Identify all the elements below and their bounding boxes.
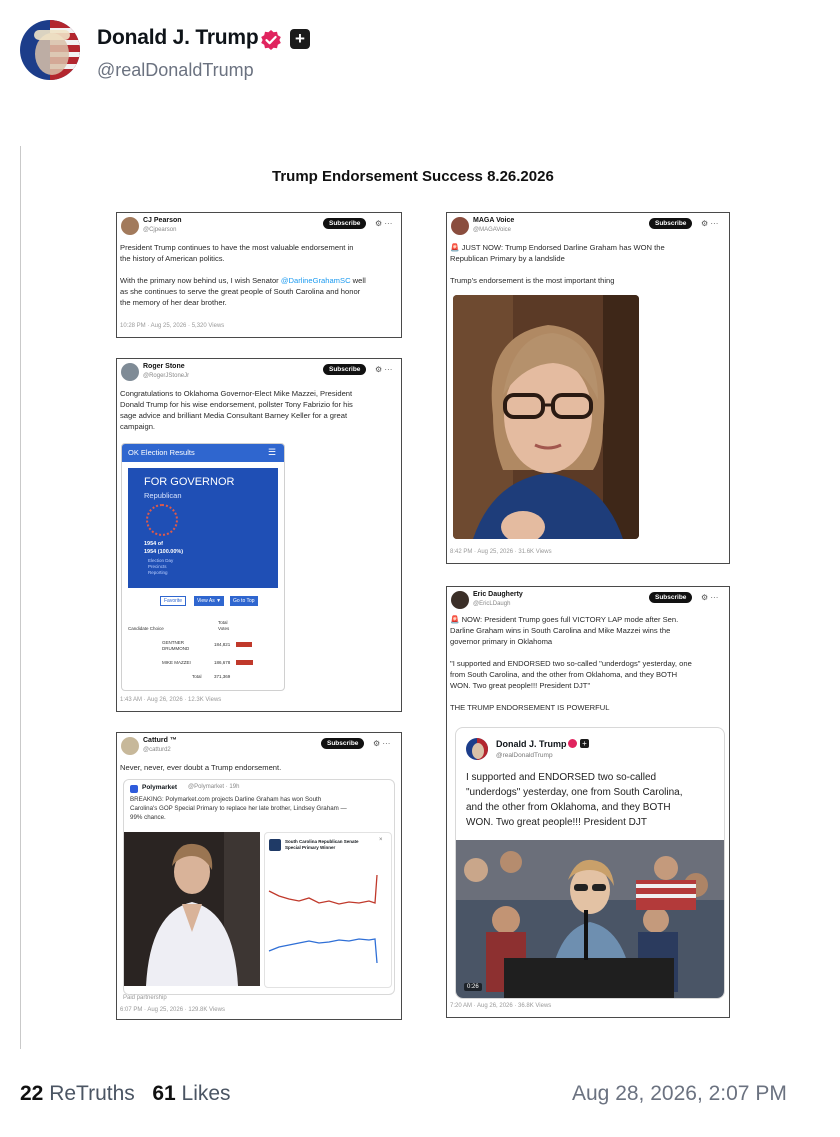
tweet-text-line: Trump's endorsement is the most important thing — [450, 276, 615, 285]
more-icon[interactable]: ⚙ ··· — [373, 739, 391, 748]
tweet-avatar — [451, 217, 469, 235]
tweet-text-line: Republican Primary by a landslide — [450, 254, 565, 263]
close-icon[interactable]: × — [379, 837, 383, 843]
image-title: Trump Endorsement Success 8.26.2026 — [272, 168, 554, 185]
candidate-name: DRUMMOND — [162, 646, 190, 651]
retruths-label[interactable]: ReTruths — [49, 1082, 135, 1105]
engagement-stats — [20, 1082, 231, 1106]
tweet-text-line: WON. Two great people!!! President DJT" — [450, 681, 591, 690]
retruths-count[interactable]: 22 — [20, 1082, 44, 1105]
tweet-meta: 7:20 AM · Aug 26, 2026 · 36.8K Views — [450, 1003, 552, 1009]
col-header: Candidate Choice — [128, 626, 164, 631]
market-title: Special Primary Winner — [285, 845, 336, 850]
widget-count: 1954 (100.00%) — [144, 549, 184, 555]
subscribe-button[interactable]: Subscribe — [323, 218, 366, 229]
tweet-text-line: THE TRUMP ENDORSEMENT IS POWERFUL — [450, 703, 610, 712]
tweet-text-line: President Trump continues to have the most valuable endorsement in — [120, 243, 354, 252]
tweet-handle: @EricLDaugh — [473, 601, 511, 607]
tweet-text-line: from South Carolina, and the other from Oklahoma, and they BOTH — [450, 670, 678, 679]
favorite-button[interactable]: Favorite — [160, 596, 186, 606]
election-results-widget[interactable] — [121, 443, 285, 691]
tweet-text-line: sage advice and brilliant Media Consultant Barney Keller for a great — [120, 411, 348, 420]
tweet-text-line: "I supported and ENDORSED two so-called "underdogs" yesterday, one — [450, 659, 692, 668]
col-header: Votes — [218, 626, 230, 631]
subscribe-button[interactable]: Subscribe — [323, 364, 366, 375]
tweet-text-line: as she continues to serve the great people of South Carolina and honor — [120, 287, 361, 296]
subscribe-button[interactable]: Subscribe — [649, 218, 692, 229]
candidate-votes: 184,821 — [214, 642, 231, 647]
verified-badge-icon — [568, 739, 577, 748]
tweet-card-eric-daugherty[interactable] — [446, 586, 730, 1018]
quoted-text-line: WON. Two great people!!! President DJT — [466, 817, 648, 828]
menu-icon[interactable]: ☰ — [268, 447, 277, 457]
paid-partnership-label: Paid partnership — [123, 995, 167, 1001]
tweet-handle: @Cjpearson — [143, 227, 177, 233]
widget-party: Republican — [144, 491, 182, 500]
likes-label[interactable]: Likes — [181, 1082, 231, 1105]
quoted-photo[interactable] — [124, 832, 260, 986]
total-label: Total — [192, 674, 202, 679]
quoted-tweet-polymarket[interactable] — [123, 779, 395, 995]
tweet-meta: 1:43 AM · Aug 26, 2026 · 12.3K Views — [120, 697, 222, 703]
post-timestamp[interactable]: Aug 28, 2026, 2:07 PM — [572, 1082, 787, 1105]
tweet-text-line: campaign. — [120, 422, 156, 431]
reporting-ring-icon — [146, 504, 178, 536]
more-icon[interactable]: ⚙ ··· — [701, 219, 719, 228]
quoted-text-line: I supported and ENDORSED two so-called — [466, 772, 657, 783]
tweet-author: Roger Stone — [143, 363, 185, 370]
author-handle[interactable]: @realDonaldTrump — [97, 60, 254, 80]
tweet-text-line: Never, never, ever doubt a Trump endorsement. — [120, 763, 282, 772]
vote-bar — [236, 642, 252, 647]
tweet-text-line: the memory of her dear brother. — [120, 298, 227, 307]
tweet-card-maga-voice[interactable] — [446, 212, 730, 564]
market-chart — [267, 863, 389, 983]
widget-count: 1954 of — [144, 541, 163, 547]
tweet-text-line: 🚨 JUST NOW: Trump Endorsed Darline Graham has WON the — [450, 243, 665, 252]
tweet-author: Catturd ™ — [143, 737, 177, 744]
quoted-handle: @realDonaldTrump — [496, 752, 553, 759]
tweet-author: CJ Pearson — [143, 217, 182, 224]
view-as-button[interactable]: View As ▼ — [194, 596, 224, 606]
candidate-name: GENTNER — [162, 640, 185, 645]
author-avatar[interactable] — [20, 20, 80, 80]
quoted-handle: @Polymarket · 19h — [188, 784, 240, 790]
tweet-text-line: governor primary in Oklahoma — [450, 637, 553, 646]
tweet-text-line: the history of American politics. — [120, 254, 225, 263]
quoted-text-line: BREAKING: Polymarket.com projects Darline Graham has won South — [130, 796, 322, 803]
total-votes: 371,369 — [214, 674, 231, 679]
widget-note: Reporting — [148, 570, 168, 575]
tweet-handle: @RogerJStoneJr — [143, 373, 190, 379]
market-card[interactable] — [264, 832, 392, 988]
tweet-avatar — [121, 363, 139, 381]
quoted-text-line: "underdogs" yesterday, one from South Carolina, — [466, 787, 683, 798]
tweet-text-line: Congratulations to Oklahoma Governor-Elect Mike Mazzei, President — [120, 389, 353, 398]
image-left-border — [20, 146, 21, 1049]
tweet-avatar — [121, 217, 139, 235]
video-duration: 0:26 — [464, 983, 482, 991]
widget-note: Election Day — [148, 558, 174, 563]
tweet-meta: 6:07 PM · Aug 25, 2026 · 129.8K Views — [120, 1007, 225, 1013]
more-icon[interactable]: ⚙ ··· — [701, 593, 719, 602]
widget-header-title: OK Election Results — [128, 448, 195, 457]
tweet-text-line: 🚨 NOW: President Trump goes full VICTORY LAP mode after Sen. — [450, 615, 679, 624]
tweet-author: Eric Daugherty — [473, 591, 523, 598]
tweet-text-line: Donald Trump for his wise endorsement, pollster Tony Fabrizio for his — [120, 400, 353, 409]
quoted-truth[interactable] — [455, 727, 725, 999]
tweet-handle: @MAGAVoice — [473, 227, 511, 233]
video-thumbnail[interactable] — [456, 840, 724, 998]
tweet-author: MAGA Voice — [473, 217, 515, 224]
subscribe-button[interactable]: Subscribe — [321, 738, 364, 749]
tweet-text-line: Darline Graham wins in South Carolina and Mike Mazzei wins the — [450, 626, 671, 635]
polymarket-logo-icon — [130, 785, 138, 793]
plus-badge-icon: + — [290, 29, 310, 49]
quoted-author: Donald J. Trump — [496, 739, 567, 749]
tweet-text-line: With the primary now behind us, I wish Senator @DarlineGrahamSC well — [120, 276, 366, 285]
tweet-card-cj-pearson[interactable] — [116, 212, 402, 338]
widget-title: FOR GOVERNOR — [144, 476, 235, 488]
tweet-card-roger-stone[interactable] — [116, 358, 402, 712]
tweet-photo[interactable] — [453, 295, 639, 539]
market-icon — [269, 839, 281, 851]
go-to-top-button[interactable]: Go to Top — [230, 596, 258, 606]
tweet-meta: 8:42 PM · Aug 25, 2026 · 31.6K Views — [450, 549, 552, 555]
col-header: Total — [218, 620, 228, 625]
author-name[interactable]: Donald J. Trump — [97, 26, 259, 49]
quoted-author: Polymarket — [142, 784, 178, 791]
quoted-avatar — [466, 738, 488, 760]
quoted-text-line: 99% chance. — [130, 814, 166, 821]
market-title: South Carolina Republican Senate — [285, 839, 359, 844]
plus-badge-icon: + — [580, 739, 589, 748]
likes-count[interactable]: 61 — [152, 1082, 176, 1105]
more-icon[interactable]: ⚙ ··· — [375, 365, 393, 374]
widget-note: Precincts — [148, 564, 167, 569]
tweet-avatar — [121, 737, 139, 755]
more-icon[interactable]: ⚙ ··· — [375, 219, 393, 228]
tweet-card-catturd[interactable] — [116, 732, 402, 1020]
candidate-name: MIKE MAZZEI — [162, 660, 191, 665]
tweet-handle: @catturd2 — [143, 747, 171, 753]
quoted-text-line: and the other from Oklahoma, and they BOTH — [466, 802, 671, 813]
candidate-votes: 186,678 — [214, 660, 231, 665]
tweet-meta: 10:28 PM · Aug 25, 2026 · 5,320 Views — [120, 323, 225, 329]
quoted-text-line: Carolina's GOP Special Primary to replace her late brother, Lindsey Graham — — [130, 805, 347, 812]
verified-badge-icon — [260, 29, 282, 51]
tweet-avatar — [451, 591, 469, 609]
subscribe-button[interactable]: Subscribe — [649, 592, 692, 603]
vote-bar — [236, 660, 253, 665]
